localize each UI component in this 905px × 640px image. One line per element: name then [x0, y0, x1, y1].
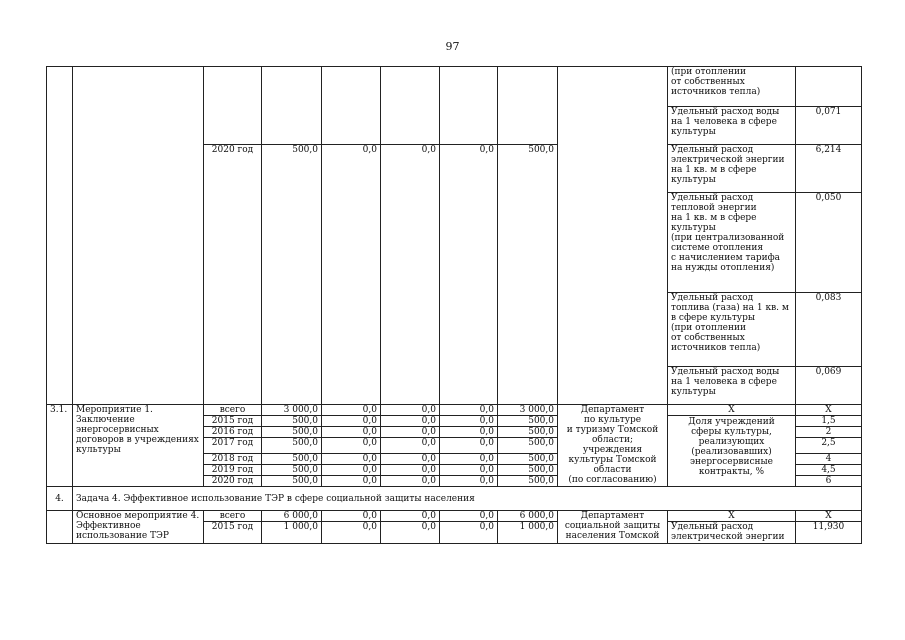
indicator-name: Удельный расход электрической энергии [668, 522, 796, 544]
year-label: 2020 год [204, 145, 262, 405]
executor: Департамент социальной защиты населения Томской [558, 511, 668, 544]
indicator-value: 0,071 [796, 107, 862, 145]
indicator-value: 4 [796, 454, 862, 465]
indicator-name: Удельный расход электрической энергии на 1 кв. м в сфере культуры [668, 145, 796, 193]
year-label: 2019 год [204, 465, 262, 476]
cont-name-cell [73, 67, 204, 405]
local-budget-value: 0,0 [381, 145, 440, 405]
indicator-name: Удельный расход воды на 1 человека в сфере культуры [668, 367, 796, 405]
indicator-name: Удельный расход тепловой энергии на 1 кв. м в сфере культуры (при централизованной системе отопления с начислением тарифа на нужды отопления) [668, 193, 796, 293]
event-name: Мероприятие 1. Заключение энергосервисных договоров в учреждениях культуры [73, 405, 204, 487]
indicator-value: 6,214 [796, 145, 862, 193]
year-label: всего [204, 405, 262, 416]
cont-executor-cell [558, 67, 668, 405]
year-label: 2015 год [204, 416, 262, 427]
indicator-name: Удельный расход топлива (газа) на 1 кв. м в сфере культуры (при отоплении от собственных источников тепла) [668, 293, 796, 367]
executor: Департамент по культуре и туризму Томской области; учреждения культуры Томской области (по согласованию) [558, 405, 668, 487]
cont-year-cell [204, 67, 262, 145]
indicator-name: Доля учреждений сферы культуры, реализующих (реализовавших) энергосервисные контракты, % [668, 416, 796, 487]
total-value: 500,0 [498, 145, 558, 405]
regional-budget-value: 500,0 [262, 145, 322, 405]
indicator-name: (при отоплении от собственных источников тепла) [668, 67, 796, 107]
indicator-value: 6 [796, 476, 862, 487]
other-sources-value: 0,0 [440, 145, 498, 405]
indicator-value: Х [796, 511, 862, 522]
indicator-value: 2,5 [796, 438, 862, 454]
indicator-value: 4,5 [796, 465, 862, 476]
indicator-value: 1,5 [796, 416, 862, 427]
event-name: Основное мероприятие 4. Эффективное использование ТЭР [73, 511, 204, 544]
page-number: 97 [445, 40, 460, 53]
year-label: 2015 год [204, 522, 262, 544]
indicator-value: 0,083 [796, 293, 862, 367]
indicator-value: 2 [796, 427, 862, 438]
year-label: 2020 год [204, 476, 262, 487]
year-label: всего [204, 511, 262, 522]
federal-budget-value: 0,0 [322, 145, 381, 405]
indicator-value: 0,050 [796, 193, 862, 293]
row-number: 3.1. [47, 405, 73, 487]
indicator-value: 11,930 [796, 522, 862, 544]
indicator-name: Удельный расход воды на 1 человека в сфере культуры [668, 107, 796, 145]
year-label: 2017 год [204, 438, 262, 454]
indicator-name: Х [668, 405, 796, 416]
year-label: 2018 год [204, 454, 262, 465]
task-title: Задача 4. Эффективное использование ТЭР в сфере социальной защиты населения [73, 487, 862, 511]
program-table: (при отоплении от собственных источников тепла) Удельный расход воды на 1 человека в сфере культуры 0,071 2020 год 500,0 0,0 0,0 0,0 500,0 Удельный расход электрической энергии на 1 кв. м в сфере культуры 6,214 Удельный расход тепловой энергии на 1 кв. м в сфере культуры (при централизованной системе отопления с начислением тарифа на нужды отопления) 0,050 Удельный расход топлива (газа) на 1 кв. м в сфере культуры (при отоплении от собственных источников тепла) 0,083 Удельный расход воды на 1 человека в сфере культуры 0,069 3.1. Мероприятие 1. Заключение энергосервисных договоров в учреждениях культуры всего 3 000,0 0,0 0,0 0,0 3 000,0 Департамент по культуре и туризму Томской области; учреждения культуры Томской области (по согласованию) Х Х 2015 год 500,0 0,0 0,0 0,0 500,0 Доля учреждений сферы культуры, реализующих (реализовавших) энергосервисные контракты, % 1,5 2016 год 500,0 0,0 0,0 0,0 500,0 2 2017 год 500,0 0,0 0,0 0,0 500,0 2,5 2018 год 500,0 0,0 0,0 0,0 500,0 4 2019 год 500,0 0,0 0,0 0,0 500,0 4,5 2020 год 500,0 0,0 0,0 0,0 500,0 6 4. Задача 4. Эффективное использование ТЭР в сфере социальной защиты населения Основное мероприятие 4. Эффективное использование ТЭР всего 6 000,0 0,0 0,0 0,0 6 000,0 Департамент социальной защиты населения Томской Х Х 2015 год 1 000,0 0,0 0,0 0,0 1 000,0 Удельный расход электрической энергии 11,930 [46, 66, 862, 544]
indicator-name: Х [668, 511, 796, 522]
indicator-value: Х [796, 405, 862, 416]
year-label: 2016 год [204, 427, 262, 438]
row-number: 4. [47, 487, 73, 511]
cont-num-cell [47, 67, 73, 405]
indicator-value: 0,069 [796, 367, 862, 405]
